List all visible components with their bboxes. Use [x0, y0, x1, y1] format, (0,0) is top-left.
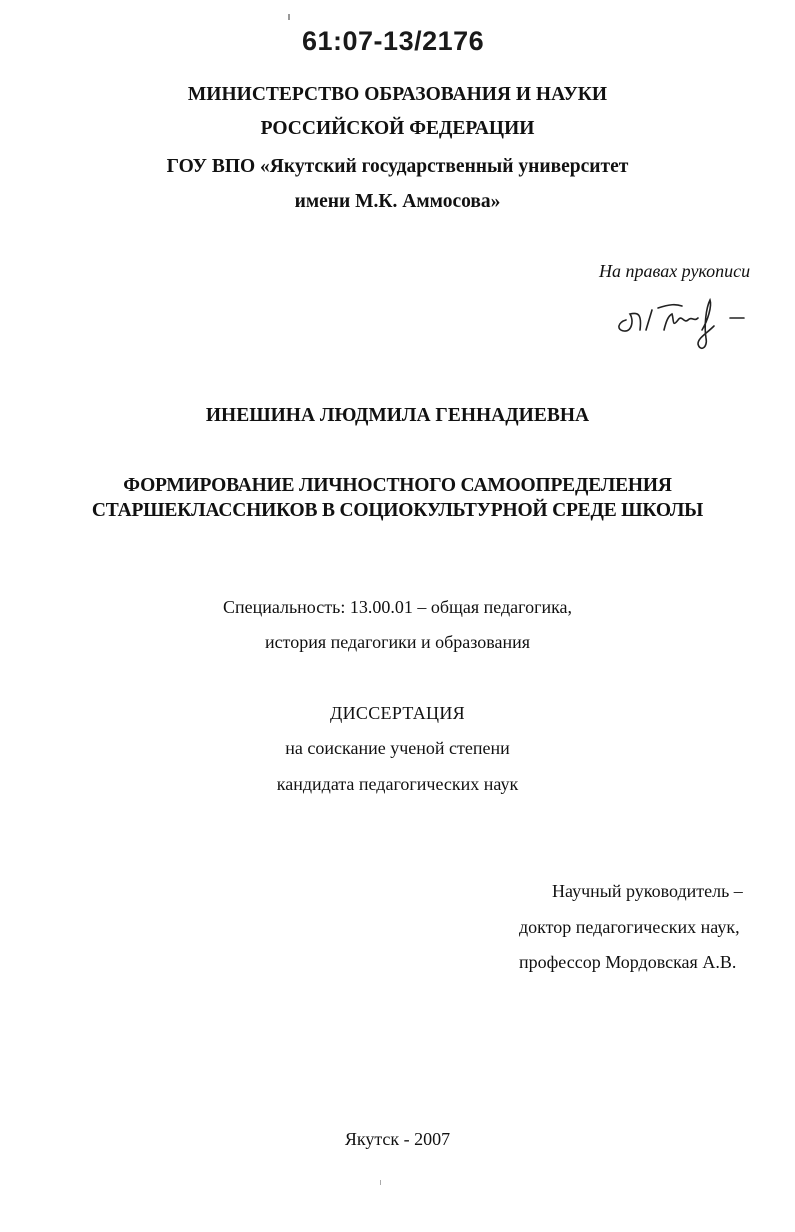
archive-code: 61:07-13/2176 [302, 26, 485, 56]
scan-speck [380, 1180, 381, 1185]
supervisor-line-3: профессор Мордовская А.В. [519, 952, 737, 972]
supervisor-line-1: Научный руководитель – [552, 881, 743, 901]
title-line-1: ФОРМИРОВАНИЕ ЛИЧНОСТНОГО САМООПРЕДЕЛЕНИЯ [123, 475, 672, 496]
title-line-2: СТАРШЕКЛАССНИКОВ В СОЦИОКУЛЬТУРНОЙ СРЕДЕ ШКОЛЫ [91, 500, 704, 521]
specialty-line-1: Специальность: 13.00.01 – общая педагогика, [222, 597, 573, 617]
signature [612, 290, 762, 360]
supervisor-line-2: доктор педагогических наук, [519, 917, 740, 937]
scan-speck [288, 14, 290, 20]
degree-type: ДИССЕРТАЦИЯ [330, 703, 465, 723]
institution-line-3: ГОУ ВПО «Якутский государственный университет [166, 156, 629, 177]
degree-line-2: кандидата педагогических наук [276, 774, 519, 794]
place-year: Якутск - 2007 [344, 1129, 451, 1149]
institution-line-2: РОССИЙСКОЙ ФЕДЕРАЦИИ [260, 118, 535, 139]
degree-line-1: на соискание ученой степени [285, 738, 510, 758]
manuscript-note: На правах рукописи [599, 261, 751, 281]
institution-line-1: МИНИСТЕРСТВО ОБРАЗОВАНИЯ И НАУКИ [187, 84, 608, 105]
specialty-line-2: история педагогики и образования [264, 632, 531, 652]
author-name: ИНЕШИНА ЛЮДМИЛА ГЕННАДИЕВНА [205, 405, 590, 426]
institution-line-4: имени М.К. Аммосова» [294, 191, 501, 212]
